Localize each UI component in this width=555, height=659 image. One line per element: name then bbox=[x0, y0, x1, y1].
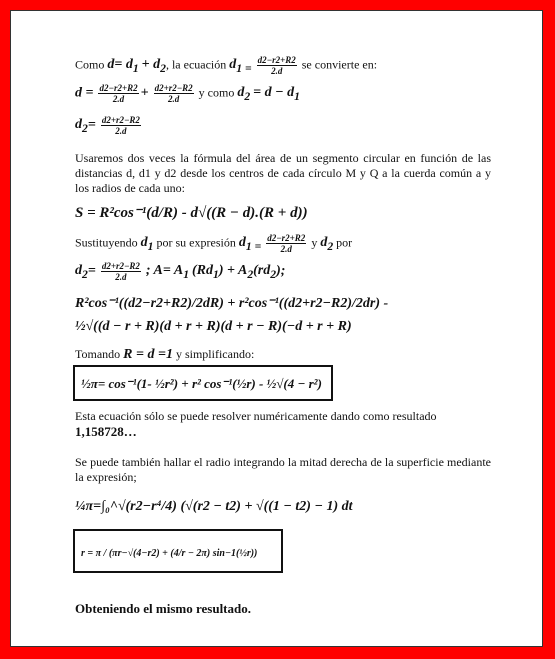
final-statement: Obteniendo el mismo resultado. bbox=[75, 601, 251, 616]
math: = bbox=[87, 117, 96, 133]
fraction: $\frac{d2+r2-R2}{2.d}$ bbox=[101, 261, 140, 282]
math: r = π / (πr−√(4−r2) + (4/r − 2π) sin−1(½r)) bbox=[81, 548, 258, 559]
fraction: $\frac{d2-r2+R2}{2.d}$ bbox=[99, 83, 138, 104]
math: d bbox=[229, 57, 237, 73]
text: Tomando bbox=[75, 347, 121, 361]
text: Esta ecuación sólo se puede resolver numéricamente dando como resultado bbox=[75, 409, 437, 423]
math: d= d bbox=[107, 57, 133, 73]
sub: 2 bbox=[82, 268, 88, 282]
equation-d2 bbox=[75, 115, 143, 136]
text: se convierte en: bbox=[301, 57, 378, 72]
sub: 1 bbox=[147, 240, 154, 254]
text: por bbox=[336, 235, 353, 250]
math: ; A= A bbox=[145, 263, 184, 279]
substitution-line bbox=[75, 233, 352, 254]
text: por su expresión bbox=[156, 235, 236, 250]
math: ¼π=∫₀^√(r2−r⁴/4) (√(r2 − t2) + √((1 − t2) − 1) dt bbox=[75, 499, 353, 514]
text: Sustituyendo bbox=[75, 235, 138, 250]
math: = d − d bbox=[253, 85, 295, 101]
math: d bbox=[238, 235, 246, 251]
sub: 2 bbox=[270, 268, 277, 282]
tomando-line bbox=[75, 347, 254, 363]
equation-d bbox=[75, 83, 300, 104]
sub: 2 bbox=[244, 90, 251, 104]
paragraph-1: Usaremos dos veces la fórmula del área de un segmento circular en función de las distancias d, d1 y d2 desde los centros de cada círculo M y Q a la cuerda común a y los radios de cada uno: bbox=[75, 151, 491, 195]
text: Como bbox=[75, 57, 105, 72]
text: y simplificando: bbox=[175, 347, 255, 361]
text: , la ecuación bbox=[165, 57, 227, 72]
text: y bbox=[311, 235, 318, 250]
equation-big-2 bbox=[75, 319, 352, 335]
equation-s bbox=[75, 203, 308, 222]
math: ) + A bbox=[218, 263, 248, 279]
fraction: $\frac{d2-r2+R2}{2.d}$ bbox=[257, 55, 296, 76]
math: R²cos⁻¹((d2−r2+R2)/2dR) + r²cos⁻¹((d2+r2−R2)/2dr) - bbox=[75, 296, 389, 311]
sub: 2 bbox=[247, 268, 254, 282]
sub: 1 = bbox=[245, 240, 262, 254]
sub: 1 bbox=[213, 268, 219, 282]
fraction: $\frac{d2+r2-R2}{2.d}$ bbox=[101, 115, 140, 136]
paragraph-2 bbox=[75, 409, 491, 439]
math: + bbox=[140, 85, 149, 101]
math: d bbox=[320, 235, 328, 251]
math: R = d =1 bbox=[123, 347, 173, 362]
intro-line bbox=[75, 55, 377, 76]
boxed-equation-2 bbox=[73, 529, 283, 573]
paragraph-3: Se puede también hallar el radio integrando la mitad derecha de la superficie mediante la expresión; bbox=[75, 455, 491, 484]
equation-area bbox=[75, 261, 285, 282]
fraction: $\frac{d2-r2+R2}{2.d}$ bbox=[267, 233, 306, 254]
math: (rd bbox=[253, 263, 271, 279]
math: ); bbox=[276, 263, 286, 279]
math: ½π= cos⁻¹(1- ½r²) + r² cos⁻¹(½r) - ½√(4 − r²) bbox=[81, 376, 322, 391]
sub: 1 bbox=[183, 268, 190, 282]
text: y como bbox=[198, 85, 235, 100]
boxed-equation-1 bbox=[73, 365, 333, 401]
sub: 2 bbox=[327, 240, 334, 254]
math: = bbox=[87, 263, 96, 279]
math: d bbox=[75, 263, 82, 279]
fraction: $\frac{d2+r2-R2}{2.d}$ bbox=[154, 83, 193, 104]
sub: 2 bbox=[82, 122, 88, 136]
equation-big-1 bbox=[75, 295, 388, 312]
sub: 1 bbox=[132, 62, 139, 76]
result-value: 1,158728… bbox=[75, 424, 137, 439]
document-page bbox=[10, 10, 543, 647]
sub: 1 bbox=[294, 90, 300, 104]
math: + d bbox=[141, 57, 161, 73]
math: d bbox=[237, 85, 245, 101]
math: S = R²cos⁻¹(d/R) - d√((R − d).(R + d)) bbox=[75, 205, 308, 221]
math: d = bbox=[75, 85, 94, 101]
math: (Rd bbox=[192, 263, 214, 279]
sub: 2 bbox=[160, 62, 166, 76]
math: d bbox=[140, 235, 148, 251]
math: d bbox=[75, 117, 82, 133]
sub: 1 = bbox=[236, 62, 252, 76]
equation-integral bbox=[75, 499, 353, 515]
math: ½√((d − r + R)(d + r + R)(d + r − R)(−d + r + R) bbox=[75, 319, 352, 334]
